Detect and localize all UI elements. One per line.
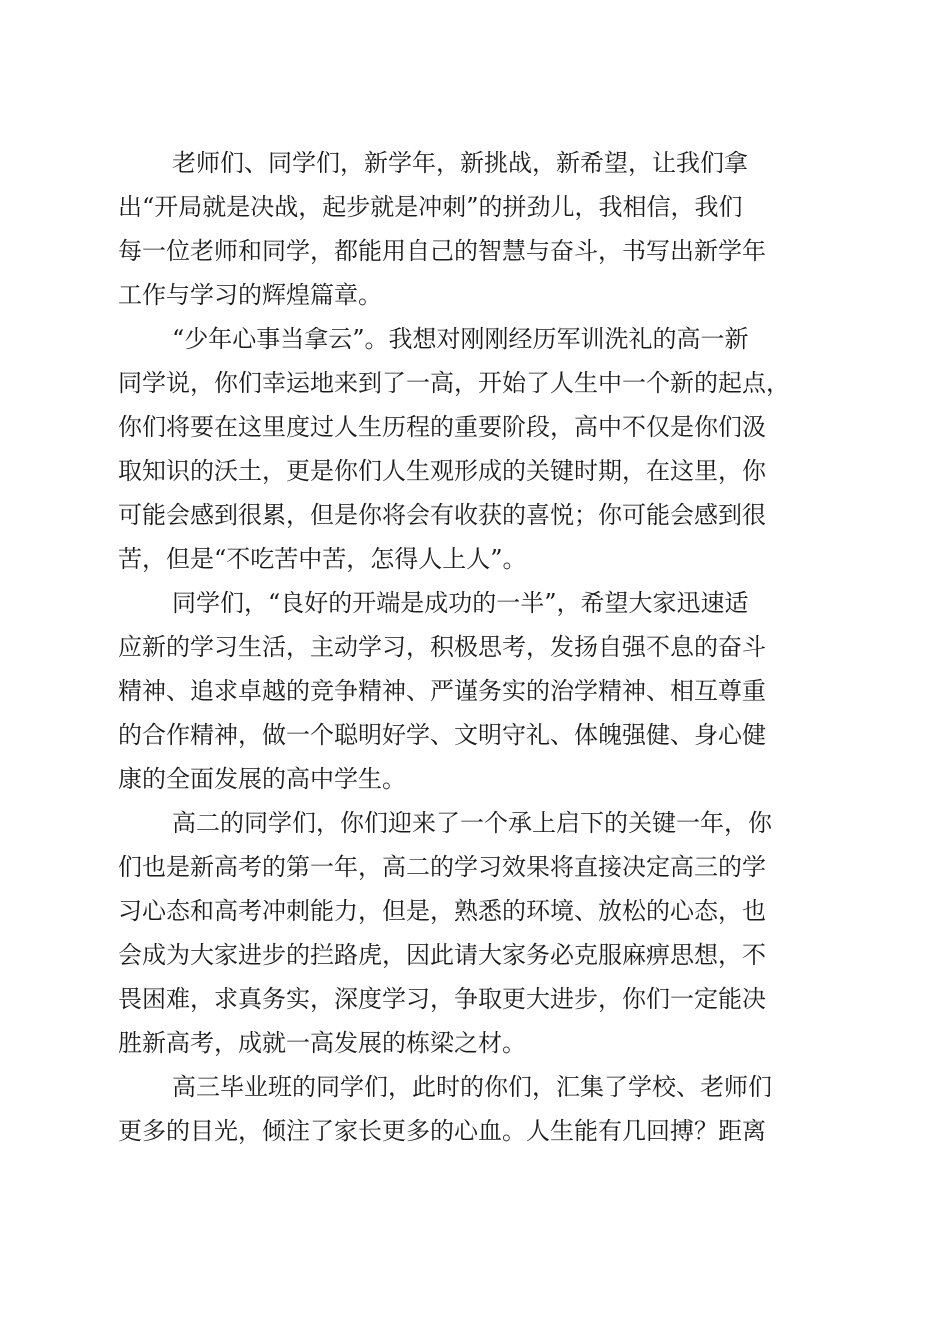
paragraph-2-line-1: “少年心事当拿云”。我想对刚刚经历军训洗礼的高一新 xyxy=(172,325,749,353)
paragraph-4-line-3: 习心态和高考冲刺能力，但是，熟悉的环境、放松的心态，也 xyxy=(118,897,766,925)
paragraph-3-line-4: 的合作精神，做一个聪明好学、文明守礼、体魄强健、身心健 xyxy=(118,721,766,749)
paragraph-1-line-1: 老师们、同学们，新学年，新挑战，新希望，让我们拿 xyxy=(172,149,748,177)
paragraph-3-line-5: 康的全面发展的高中学生。 xyxy=(118,765,406,793)
paragraph-5-line-2: 更多的目光，倾注了家长更多的心血。人生能有几回搏？距离 xyxy=(118,1117,766,1145)
paragraph-5-line-1: 高三毕业班的同学们，此时的你们，汇集了学校、老师们 xyxy=(172,1073,772,1101)
paragraph-1-line-3: 每一位老师和同学，都能用自己的智慧与奋斗，书写出新学年 xyxy=(118,237,766,265)
paragraph-2-line-2: 同学说，你们幸运地来到了一高，开始了人生中一个新的起点， xyxy=(118,369,790,397)
paragraph-3-line-3: 精神、追求卓越的竞争精神、严谨务实的治学精神、相互尊重 xyxy=(118,677,766,705)
paragraph-1-line-2: 出“开局就是决战，起步就是冲刺”的拼劲儿，我相信，我们 xyxy=(118,193,743,221)
paragraph-3-line-2: 应新的学习生活，主动学习，积极思考，发扬自强不息的奋斗 xyxy=(118,633,766,661)
paragraph-4-line-2: 们也是新高考的第一年，高二的学习效果将直接决定高三的学 xyxy=(118,853,766,881)
paragraph-4-line-1: 高二的同学们，你们迎来了一个承上启下的关键一年，你 xyxy=(172,809,772,837)
paragraph-2-line-6: 苦，但是“不吃苦中苦，怎得人上人”。 xyxy=(118,545,527,573)
paragraph-2-line-3: 你们将要在这里度过人生历程的重要阶段，高中不仅是你们汲 xyxy=(118,413,766,441)
paragraph-2-line-4: 取知识的沃土，更是你们人生观形成的关键时期，在这里，你 xyxy=(118,457,766,485)
paragraph-4-line-5: 畏困难，求真务实，深度学习，争取更大进步，你们一定能决 xyxy=(118,985,766,1013)
paragraph-3-line-1: 同学们，“良好的开端是成功的一半”，希望大家迅速适 xyxy=(172,589,749,617)
paragraph-4-line-4: 会成为大家进步的拦路虎，因此请大家务必克服麻痹思想，不 xyxy=(118,941,766,969)
paragraph-1-line-4: 工作与学习的辉煌篇章。 xyxy=(118,281,382,309)
paragraph-2-line-5: 可能会感到很累，但是你将会有收获的喜悦；你可能会感到很 xyxy=(118,501,766,529)
paragraph-4-line-6: 胜新高考，成就一高发展的栋梁之材。 xyxy=(118,1029,526,1057)
